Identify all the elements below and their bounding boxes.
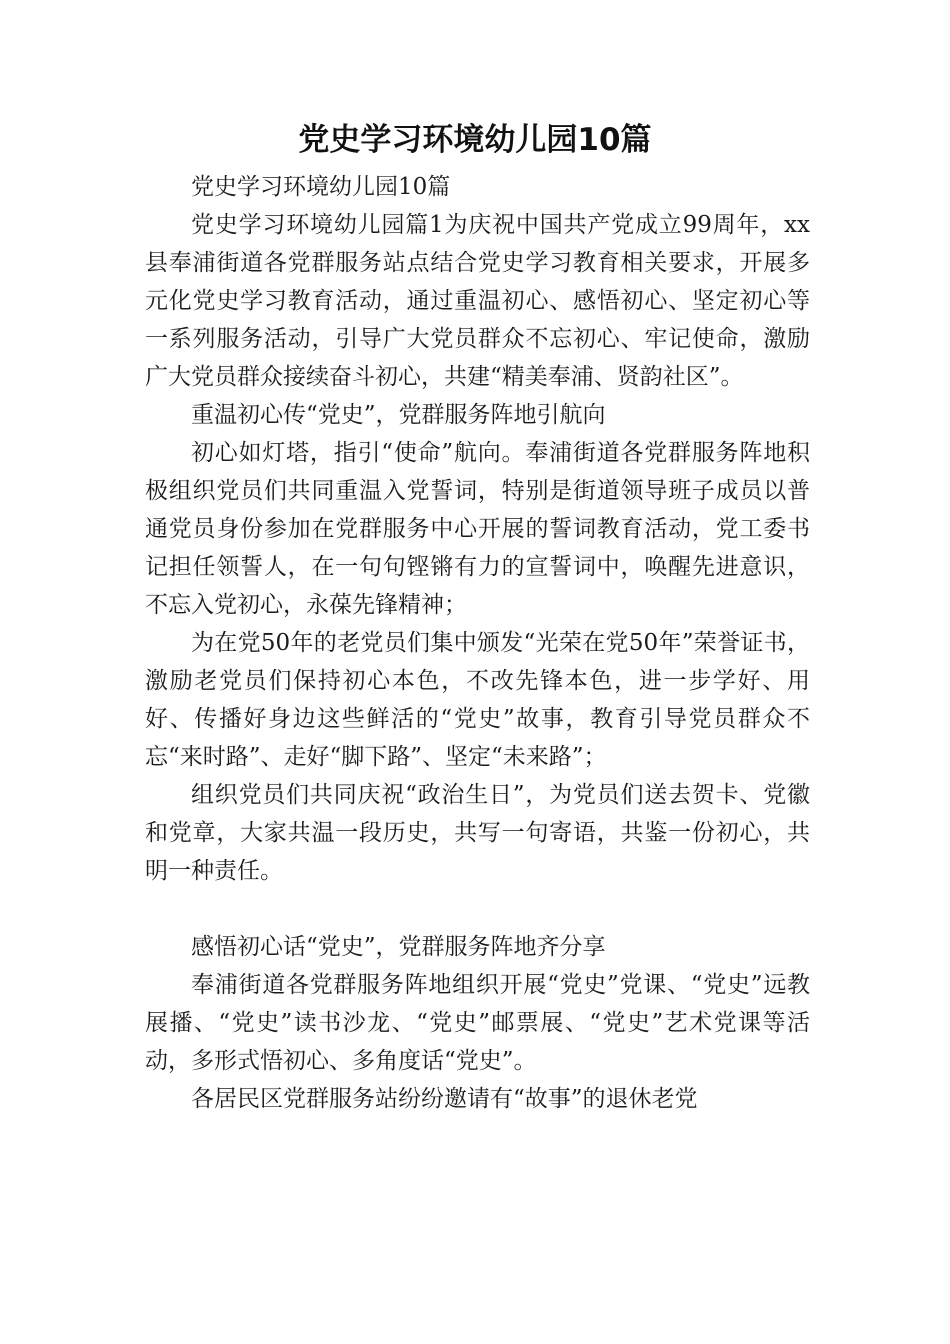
paragraph-activities: 奉浦街道各党群服务阵地组织开展“党史”党课、“党史”远教展播、“党史”读书沙龙、“党史”邮票展、“党史”艺术党课等活动，多形式悟初心、多角度话“党史”。 [145,972,810,1074]
paragraph-political-birthday: 组织党员们共同庆祝“政治生日”，为党员们送去贺卡、党徽和党章，大家共温一段历史，共写一句寄语，共鉴一份初心，共明一种责任。 [145,782,810,884]
paragraph-subtitle: 党史学习环境幼儿园10篇 [191,174,451,200]
paragraph-oath: 初心如灯塔，指引“使命”航向。奉浦街道各党群服务阵地积极组织党员们共同重温入党誓词，特别是街道领导班子成员以普通党员身份参加在党群服务中心开展的誓词教育活动，党工委书记担任领誓人，在一句句铿锵有力的宣誓词中，唤醒先进意识，不忘入党初心，永葆先锋精神； [145,440,810,618]
section-heading-1: 重温初心传“党史”，党群服务阵地引航向 [191,402,606,428]
paragraph-certificates: 为在党50年的老党员们集中颁发“光荣在党50年”荣誉证书，激励老党员们保持初心本色，不改先锋本色，进一步学好、用好、传播好身边这些鲜活的“党史”故事，教育引导党员群众不忘“来时路”、走好“脚下路”、坚定“未来路”； [145,630,810,770]
document-title: 党史学习环境幼儿园10篇 [298,122,652,158]
blank-line [145,890,810,928]
section-heading-2: 感悟初心话“党史”，党群服务阵地齐分享 [191,934,606,960]
paragraph-intro: 党史学习环境幼儿园篇1为庆祝中国共产党成立99周年，xx县奉浦街道各党群服务站点结合党史学习教育相关要求，开展多元化党史学习教育活动，通过重温初心、感悟初心、坚定初心等一系列服务活动，引导广大党员群众不忘初心、牢记使命，激励广大党员群众接续奋斗初心，共建“精美奉浦、贤韵社区”。 [145,212,810,390]
paragraph-stories: 各居民区党群服务站纷纷邀请有“故事”的退休老党 [191,1086,698,1112]
document-body [145,168,810,1118]
